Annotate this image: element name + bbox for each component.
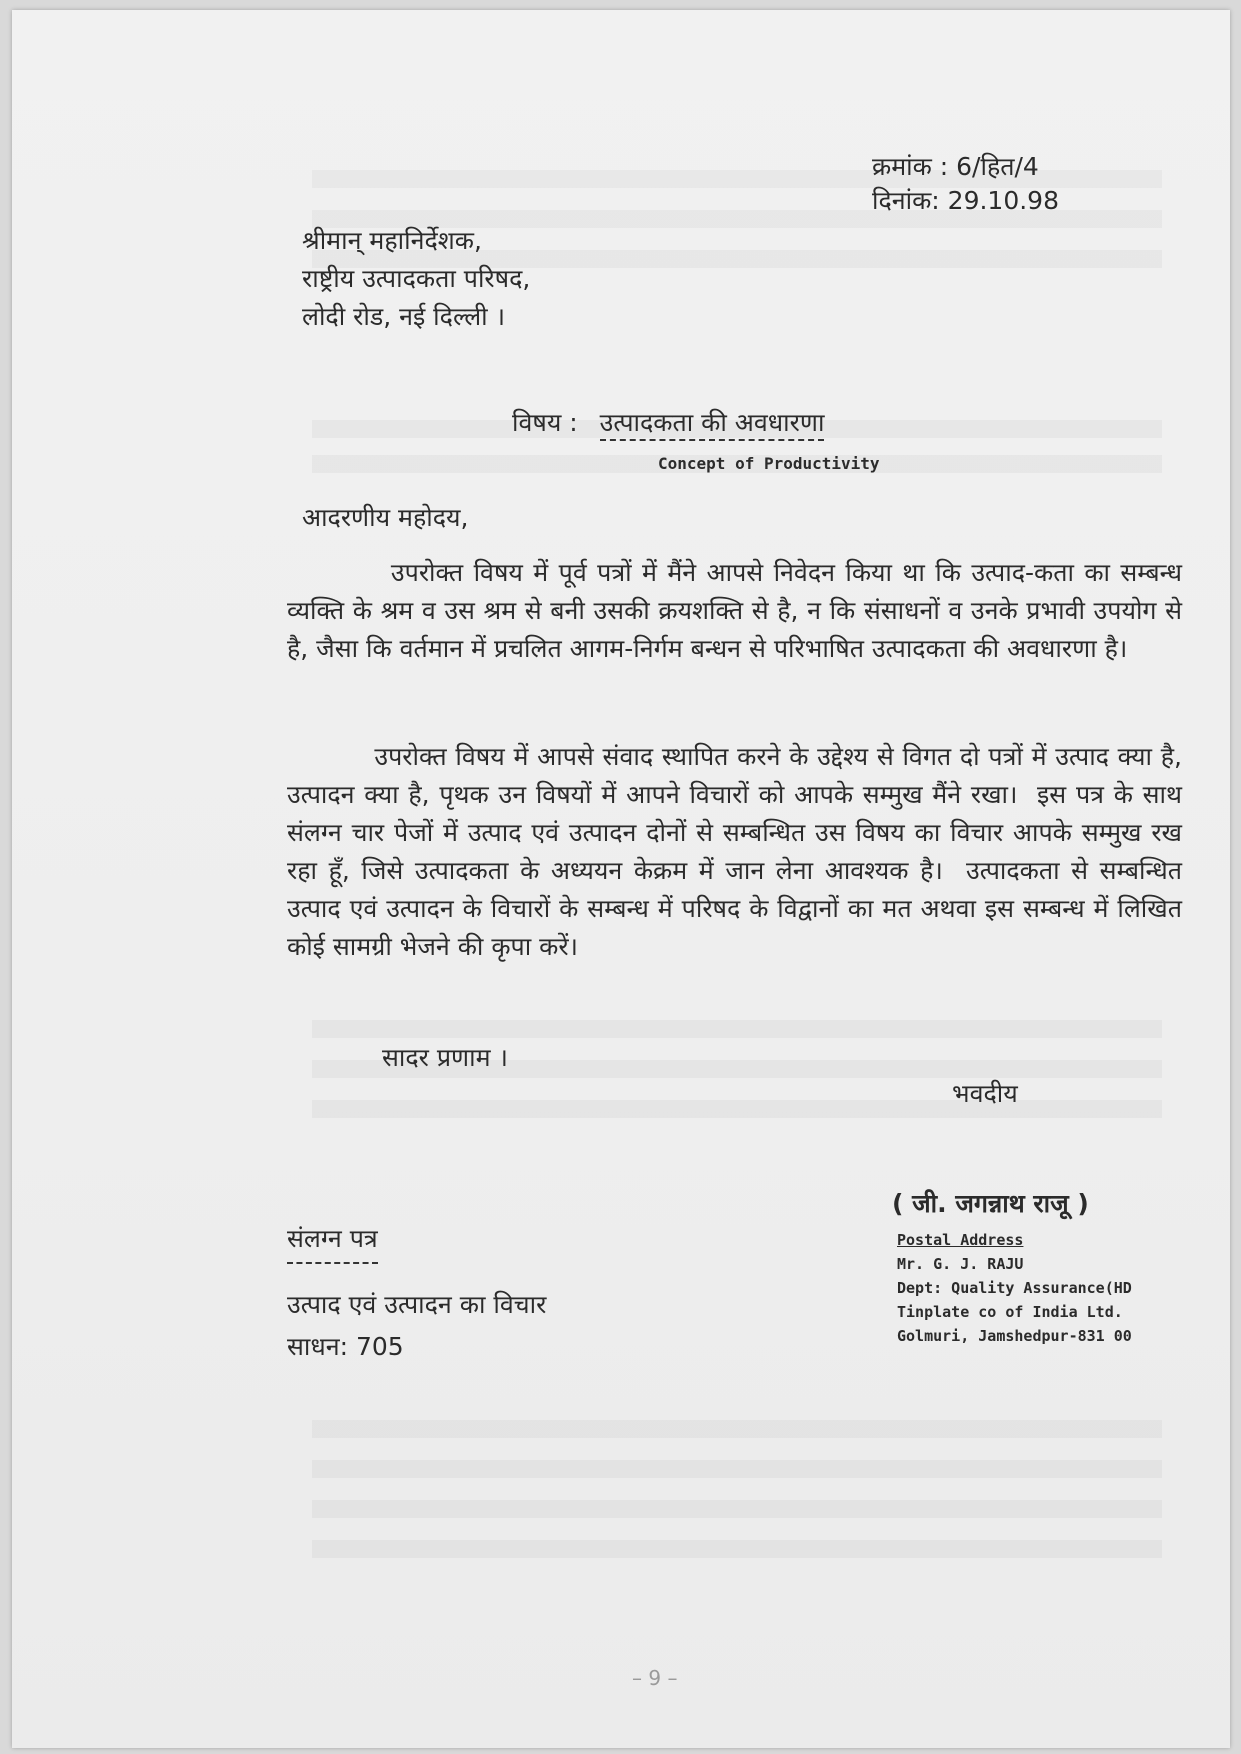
postal-company: Tinplate co of India Ltd. — [897, 1303, 1123, 1321]
subject-line — [512, 405, 824, 439]
postal-dept: Dept: Quality Assurance(HD — [897, 1279, 1132, 1297]
bleed-through-line — [312, 1100, 1162, 1118]
bleed-through-line — [312, 1460, 1162, 1478]
subject-text: उत्पादकता की अवधारणा — [600, 408, 825, 441]
closing-greeting: सादर प्रणाम । — [382, 1043, 508, 1072]
subject-label: विषय : — [512, 408, 578, 437]
enclosure-sadhan: साधन: 705 — [287, 1332, 404, 1361]
reference-block — [872, 150, 1059, 218]
bleed-through-line — [312, 1420, 1162, 1438]
reference-number: क्रमांक : 6/हित/4 — [872, 152, 1039, 181]
letter-date: दिनांक: 29.10.98 — [872, 186, 1059, 215]
letter-page — [12, 10, 1230, 1748]
body-paragraph-1: उपरोक्त विषय में पूर्व पत्रों में मैंने आपसे निवेदन किया था कि उत्पाद-कता का सम्बन्ध व्यक्ति के श्रम व उस श्रम से बनी उसकी क्रयशक्ति से है, न कि संसाधनों व उनके प्रभावी उपयोग से है, जैसा कि वर्तमान में प्रचलित आगम-निर्गम बन्धन से परिभाषित उत्पादकता की अवधारणा है। — [287, 558, 1190, 663]
postal-address-block — [897, 1228, 1132, 1348]
addressee-line: श्रीमान् महानिर्देशक, — [302, 226, 482, 255]
subject-english: Concept of Productivity — [658, 454, 880, 473]
page-number: – 9 – — [632, 1666, 678, 1690]
postal-city: Golmuri, Jamshedpur-831 00 — [897, 1327, 1132, 1345]
bleed-through-line — [312, 1500, 1162, 1518]
enclosure-item: उत्पाद एवं उत्पादन का विचार — [287, 1290, 547, 1319]
yours-faithfully: भवदीय — [952, 1079, 1018, 1108]
enclosure-heading: संलग्न पत्र — [287, 1218, 378, 1264]
addressee-line: लोदी रोड, नई दिल्ली । — [302, 302, 506, 331]
postal-name: Mr. G. J. RAJU — [897, 1255, 1024, 1273]
enclosure-block — [287, 1218, 546, 1368]
signatory-name: ( जी. जगन्नाथ राजू ) — [892, 1189, 1089, 1218]
postal-address-title: Postal Address — [897, 1231, 1024, 1249]
salutation: आदरणीय महोदय, — [302, 503, 469, 532]
body-paragraph-2: उपरोक्त विषय में आपसे संवाद स्थापित करने के उद्देश्य से विगत दो पत्रों में उत्पाद क्या है, उत्पादन क्या है, पृथक उन विषयों में आपने विचारों को आपके सम्मुख मैंने रखा। इस पत्र के साथ संलग्न चार पेजों में उत्पाद एवं उत्पादन दोनों से सम्बन्धित उस विषय का विचार आपके सम्मुख रख रहा हूँ, जिसे उत्पादकता के अध्ययन केक्रम में जान लेना आवश्यक है। उत्पादकता से सम्बन्धित उत्पाद एवं उत्पादन के विचारों के सम्बन्ध में परिषद के विद्वानों का मत अथवा इस सम्बन्ध में लिखित कोई सामग्री भेजने की कृपा करें। — [287, 742, 1190, 961]
addressee-line: राष्ट्रीय उत्पादकता परिषद, — [302, 264, 531, 293]
bleed-through-line — [312, 1020, 1162, 1038]
bleed-through-line — [312, 1540, 1162, 1558]
addressee-block — [302, 222, 530, 336]
